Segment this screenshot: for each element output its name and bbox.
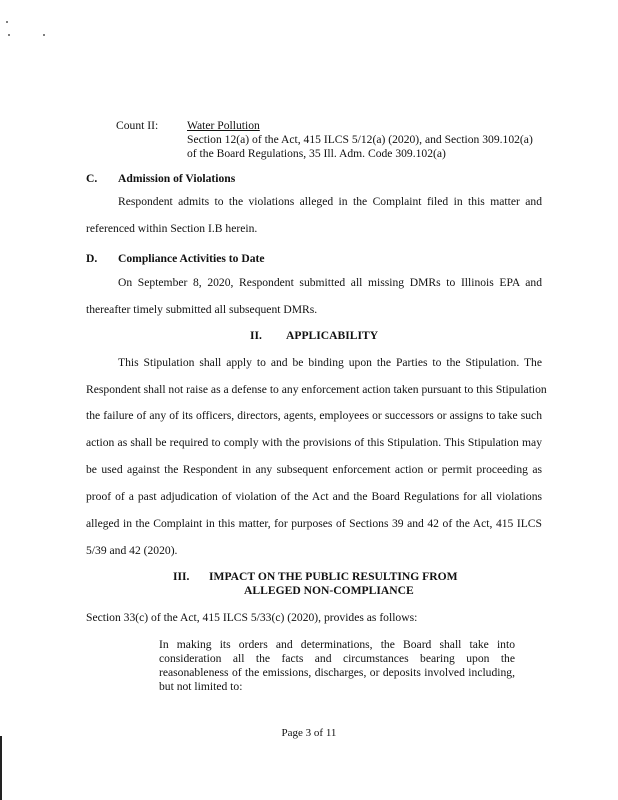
section-d-letter: D. [86,252,98,265]
scan-speck [43,34,45,36]
section-ii-line-8: 5/39 and 42 (2020). [86,544,178,557]
section-iii-numeral: III. [173,570,190,583]
section-ii-heading: APPLICABILITY [286,329,379,342]
section-ii-line-5: be used against the Respondent in any subsequent enforcement action or permit proceeding as [86,463,542,476]
quote-line-3: reasonableness of the emissions, discharges, or deposits involved including, [159,666,515,679]
page-number: Page 3 of 11 [281,727,337,739]
section-ii-numeral: II. [250,329,262,342]
section-c-heading: Admission of Violations [118,172,236,185]
section-ii-line-1: This Stipulation shall apply to and be binding upon the Parties to the Stipulation. The [118,356,542,369]
section-iii-heading-line-2: ALLEGED NON-COMPLIANCE [244,584,414,597]
count-ii-line-1: Section 12(a) of the Act, 415 ILCS 5/12(a) (2020), and Section 309.102(a) [187,133,533,146]
section-d-heading: Compliance Activities to Date [118,252,265,265]
section-d-line-2: thereafter timely submitted all subsequent DMRs. [86,303,318,316]
count-ii-line-2: of the Board Regulations, 35 Ill. Adm. Code 309.102(a) [187,147,446,160]
section-d-line-1: On September 8, 2020, Respondent submitted all missing DMRs to Illinois EPA and [118,276,542,289]
scan-speck [8,34,10,36]
section-ii-line-7: alleged in the Complaint in this matter, for purposes of Sections 39 and 42 of the Act, 415 ILCS [86,517,542,530]
section-ii-line-4: action as shall be required to comply with the provisions of this Stipulation. This Stipulation may [86,436,542,449]
section-c-line-2: referenced within Section I.B herein. [86,222,258,235]
count-ii-label: Count II: [116,119,159,132]
quote-line-4: but not limited to: [159,680,243,693]
scan-speck [6,21,8,23]
section-c-line-1: Respondent admits to the violations alleged in the Complaint filed in this matter and [118,195,542,208]
section-iii-heading-line-1: IMPACT ON THE PUBLIC RESULTING FROM [209,570,458,583]
section-c-letter: C. [86,172,98,185]
section-ii-line-6: proof of a past adjudication of violation of the Act and the Board Regulations for all violations [86,490,542,503]
scan-edge-line [0,736,2,800]
section-ii-line-2: Respondent shall not raise as a defense to any enforcement action taken pursuant to this Stipulation [86,383,547,396]
section-ii-line-3: the failure of any of its officers, directors, agents, employees or successors or assigns to take such [86,409,542,422]
count-ii-details [187,119,533,161]
quote-line-2: consideration all the facts and circumstances bearing upon the [159,652,515,665]
section-iii-intro: Section 33(c) of the Act, 415 ILCS 5/33(c) (2020), provides as follows: [86,611,418,624]
quote-line-1: In making its orders and determinations, the Board shall take into [159,638,515,651]
count-ii-title: Water Pollution [187,119,260,132]
